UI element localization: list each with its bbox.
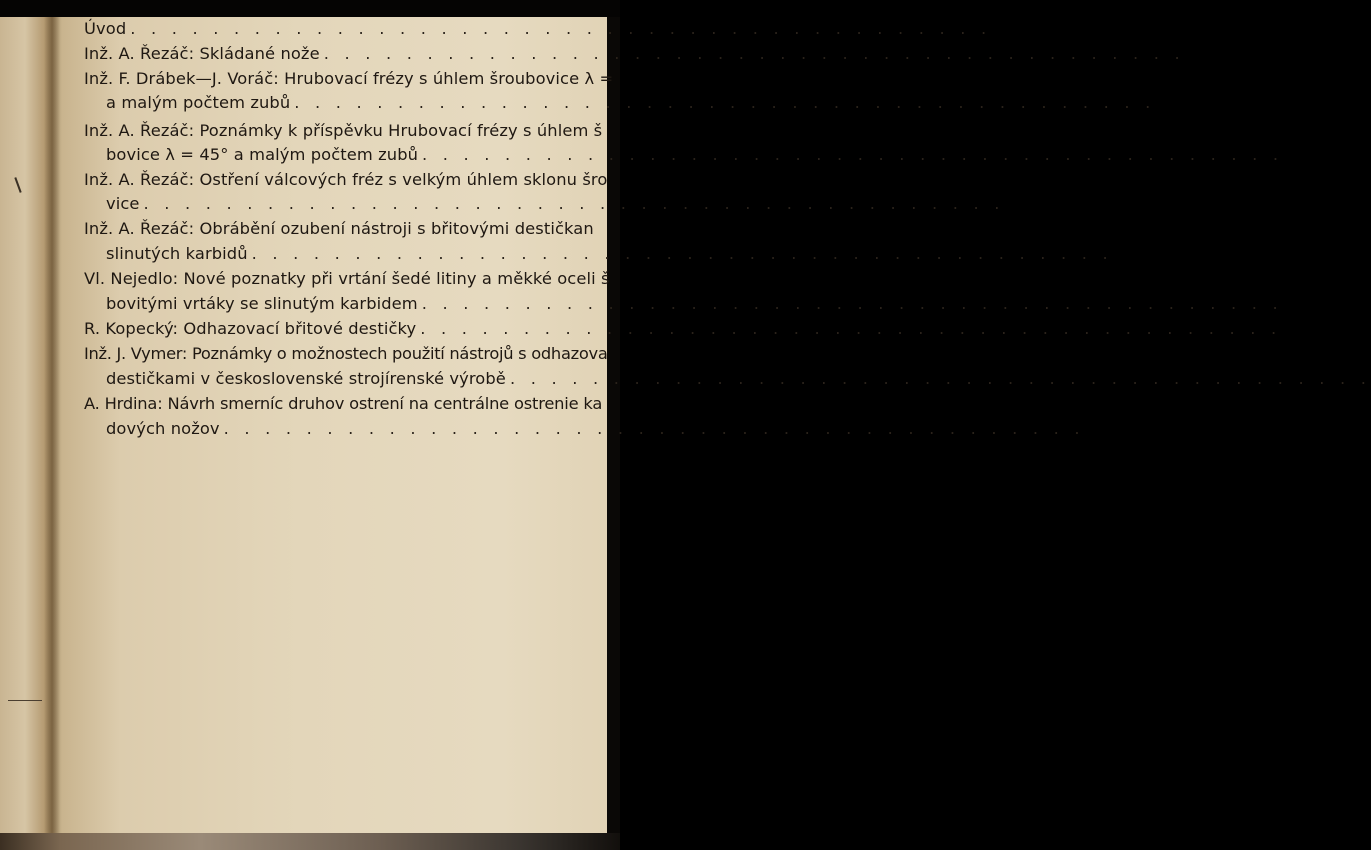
toc-entry-navrh-smernic-cont [106,418,1085,440]
toc-entry-text: bovitými vrtáky se slinutým karbidem [106,294,418,313]
toc-entry-text: Inž. A. Řezáč: Skládané nože [84,44,320,63]
toc-entry-text: vice [106,194,140,213]
toc-entry-ostreni-valcovych [84,169,607,191]
toc-entry-text: Vl. Nejedlo: Nové poznatky při vrtání šedé litiny a měkké oceli š [84,269,610,288]
toc-entry-text: Inž. A. Řezáč: Poznámky k příspěvku Hrubovací frézy s úhlem š [84,121,603,140]
toc-entry-vrtani-sede-litiny [84,268,610,290]
toc-entry-text: Inž. A. Řezáč: Obrábění ozubení nástroji s břitovými destičkan [84,219,594,238]
leader-dots: . . . . . . . . . . . . . . . . . . . . . . . . . . . . . . . . . . . . . . . . . . [294,93,1156,112]
toc-entry-obrabeni-ozubeni [84,218,594,240]
toc-entry-odhazovaci-desticky [84,318,1281,340]
leader-dots: . . . . . . . . . . . . . . . . . . . . . . . . . . . . . . . . . . . . . . . . . . [323,44,1185,63]
toc-entry-uvod [84,18,991,40]
leader-dots: . . . . . . . . . . . . . . . . . . . . . . . . . . . . . . . . . . . . . . . . . . [251,244,1113,263]
leader-dots: . . . . . . . . . . . . . . . . . . . . . . . . . . . . . . . . . . . . . . . . . . [143,194,1005,213]
toc-entry-hrubovaci-frezy-cont [106,92,1155,114]
toc-entry-hrubovaci-frezy [84,68,613,90]
toc-entry-text: destičkami v československé strojírenské výrobě [106,369,506,388]
toc-entry-poznamky-hrubovaci [84,120,602,142]
leader-dots: . . . . . . . . . . . . . . . . . . . . . . . . . . . . . . . . . . . . . . . . . . [223,419,1085,438]
leader-dots: . . . . . . . . . . . . . . . . . . . . . . . . . . . . . . . . . . . . . . . . . . [422,145,1284,164]
toc-entry-text: dových nožov [106,419,220,438]
leader-dots: . . . . . . . . . . . . . . . . . . . . . . . . . . . . . . . . . . . . . . . . . . [420,319,1282,338]
toc-entry-text: slinutých karbidů [106,244,248,263]
toc-entry-text: bovice λ = 45° a malým počtem zubů [106,145,419,164]
toc-entry-ostreni-valcovych-cont [106,193,1005,215]
toc-entry-vrtani-sede-litiny-cont [106,293,1283,315]
toc-entry-poznamky-odhazovaci [84,343,608,365]
toc-entry-poznamky-odhazovaci-cont [106,368,1371,390]
toc-entry-poznamky-hrubovaci-cont [106,144,1283,166]
leader-dots: . . . . . . . . . . . . . . . . . . . . . . . . . . . . . . . . . . . . . . . . . . [509,369,1371,388]
toc-entry-skladane-noze [84,43,1185,65]
bottom-edge [0,833,620,850]
toc-entry-text: Inž. J. Vymer: Poznámky o možnostech použití nástrojů s odhazova [84,344,608,363]
toc-entry-text: A. Hrdina: Návrh smerníc druhov ostrení na centrálne ostrenie ka [84,394,603,413]
leader-dots: . . . . . . . . . . . . . . . . . . . . . . . . . . . . . . . . . . . . . . . . . . [130,19,992,38]
margin-mark [14,177,21,193]
spine-shadow [44,17,62,833]
toc-entry-text: Inž. F. Drábek—J. Voráč: Hrubovací frézy s úhlem šroubovice λ = [84,69,614,88]
toc-entry-text: a malým počtem zubů [106,93,291,112]
toc-entry-text: R. Kopecký: Odhazovací břitové destičky [84,319,417,338]
toc-entry-navrh-smernic [84,393,602,415]
toc-entry-obrabeni-ozubeni-cont [106,243,1113,265]
toc-entry-text: Úvod [84,19,127,38]
top-dark-edge [0,0,620,17]
leader-dots: . . . . . . . . . . . . . . . . . . . . . . . . . . . . . . . . . . . . . . . . . . [421,294,1283,313]
margin-line [8,700,42,701]
toc-entry-text: Inž. A. Řezáč: Ostření válcových fréz s velkým úhlem sklonu šro [84,170,608,189]
